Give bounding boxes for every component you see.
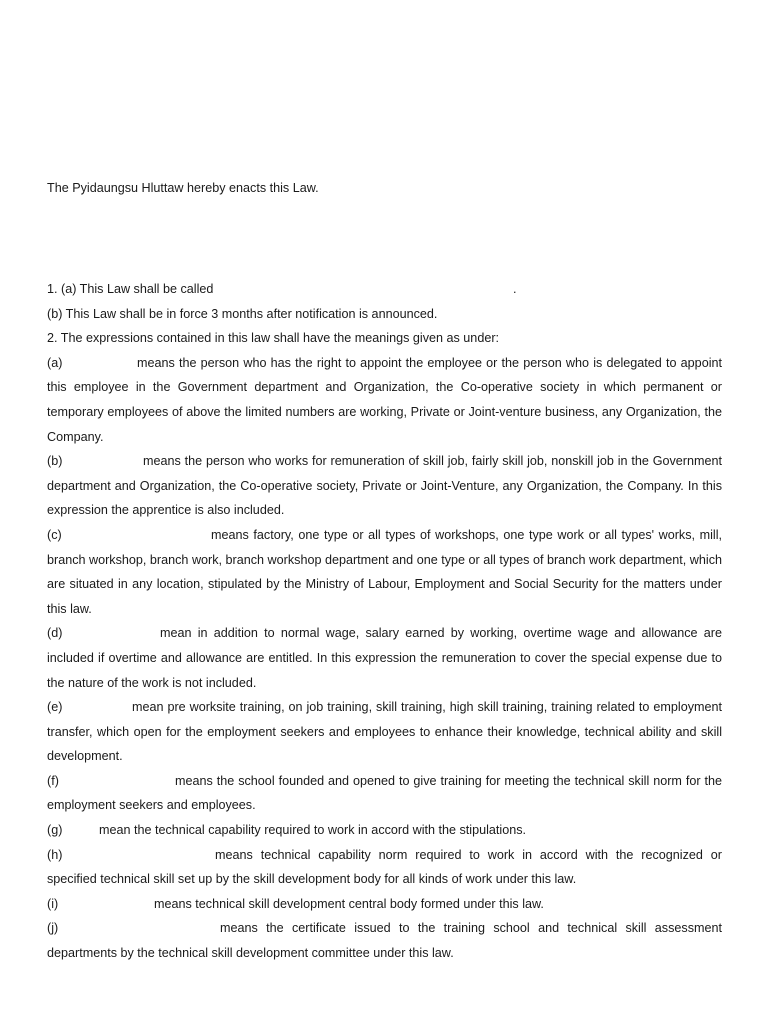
- definition-label: (j): [47, 921, 59, 936]
- definition-d: [47, 621, 722, 695]
- law-body: [47, 277, 722, 966]
- definition-j: [47, 916, 722, 965]
- definition-label: (i): [47, 896, 59, 911]
- definition-text: means technical skill development central body formed under this law.: [154, 896, 544, 911]
- definition-e: [47, 695, 722, 769]
- enactment-statement: The Pyidaungsu Hluttaw hereby enacts this Law.: [47, 181, 319, 195]
- definition-text: means technical capability norm required to work in accord with the recognized or specified technical skill set up by the skill development body for all kinds of work under this law.: [47, 847, 722, 887]
- section-1a-period: .: [513, 282, 517, 296]
- section-1a-text: 1. (a) This Law shall be called: [47, 282, 214, 296]
- definition-text: means the person who works for remuneration of skill job, fairly skill job, nonskill job in the Government department and Organization, the Co-operative society, Private or Joint-Venture, any Organization, the Company. In this expression the apprentice is also included.: [47, 454, 722, 518]
- definition-label: (f): [47, 773, 59, 788]
- definition-label: (a): [47, 355, 63, 370]
- definition-label: (d): [47, 626, 63, 641]
- definition-text: means the certificate issued to the training school and technical skill assessment departments by the technical skill development committee under this law.: [47, 921, 722, 961]
- definition-i: [47, 892, 722, 917]
- definition-label: (c): [47, 527, 62, 542]
- definition-label: (h): [47, 847, 63, 862]
- section-2-intro: 2. The expressions contained in this law shall have the meanings given as under:: [47, 331, 500, 346]
- definition-h: [47, 843, 722, 892]
- definition-g: [47, 818, 722, 843]
- section-1b: (b) This Law shall be in force 3 months after notification is announced.: [47, 306, 438, 321]
- section-1a: [47, 277, 722, 302]
- definition-label: (g): [47, 823, 63, 838]
- definition-label: (b): [47, 454, 63, 469]
- definition-text: means the person who has the right to appoint the employee or the person who is delegated to appoint this employee in the Government department and Organization, the Co-operative society in which permanent or temporary employees of above the limited numbers are working, Private or Joint-venture business, any Organization, the Company.: [47, 355, 722, 444]
- definition-text: mean in addition to normal wage, salary earned by working, overtime wage and allowance are included if overtime and allowance are entitled. In this expression the remuneration to cover the special expense due to the nature of the work is not included.: [47, 626, 722, 690]
- definition-label: (e): [47, 700, 63, 715]
- definition-text: mean the technical capability required to work in accord with the stipulations.: [99, 823, 527, 838]
- definition-b: [47, 449, 722, 523]
- definition-a: [47, 351, 722, 449]
- definition-text: mean pre worksite training, on job training, skill training, high skill training, training related to employment transfer, which open for the employment seekers and employees to enhance their knowledge, technical ability and skill development.: [47, 700, 722, 764]
- definition-c: [47, 523, 722, 621]
- definition-text: means the school founded and opened to give training for meeting the technical skill norm for the employment seekers and employees.: [47, 773, 722, 813]
- definition-f: [47, 769, 722, 818]
- definition-text: means factory, one type or all types of workshops, one type work or all types' works, mill, branch workshop, branch work, branch workshop department and one type or all types of branch work department, which are situated in any location, stipulated by the Ministry of Labour, Employment and Social Security for the matters under this law.: [47, 527, 722, 616]
